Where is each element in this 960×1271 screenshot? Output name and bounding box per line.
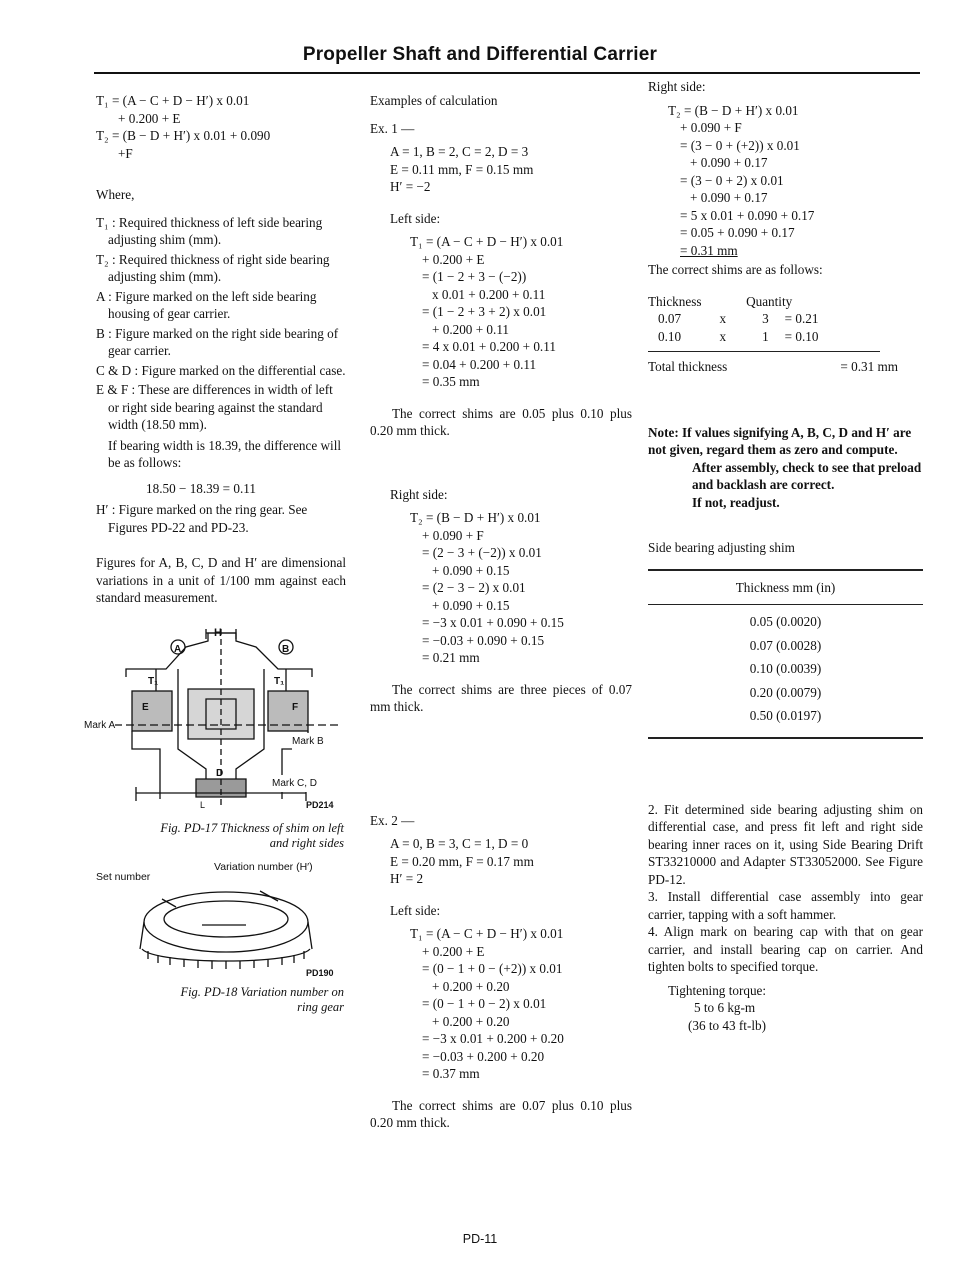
definition-a: A : Figure marked on the left side bearing housing of gear carrier. bbox=[96, 288, 317, 321]
header-rule bbox=[94, 72, 920, 74]
note-block: Note: If values signifying A, B, C, D and H′ are not given, regard them as zero and compute. After assembly, check to see that preload and backlash are correct. If not, readjust. bbox=[648, 424, 922, 510]
label-h: H bbox=[214, 626, 222, 639]
label-b-circle: B bbox=[282, 643, 290, 655]
ex1-right-side-label: Right side: bbox=[390, 486, 448, 502]
example-1-label: Ex. 1 — bbox=[370, 120, 415, 136]
table-row: 0.50 (0.0197) bbox=[749, 708, 822, 723]
procedure-steps bbox=[648, 801, 923, 976]
label-a-circle: A bbox=[174, 643, 182, 655]
definition-t1: T₁ : Required thickness of left side bearing adjusting shim (mm). bbox=[96, 214, 323, 247]
table-row: 0.05 (0.0020) bbox=[749, 614, 822, 629]
label-t1-right: T₁ bbox=[274, 675, 285, 687]
label-mark-cd: Mark C, D bbox=[272, 775, 317, 793]
label-mark-b: Mark B bbox=[292, 733, 324, 751]
label-l: L bbox=[200, 799, 206, 810]
label-variation-number: Variation number (H′) bbox=[214, 860, 313, 873]
label-e: E bbox=[142, 701, 149, 713]
label-d: D bbox=[216, 767, 224, 779]
example-2-label: Ex. 2 — bbox=[370, 812, 415, 828]
figure-pd18 bbox=[96, 860, 346, 978]
ex2-left-calc: T₁ = (A − C + D − H′) x 0.01 + 0.200 + E = (0 − 1 + 0 − (+2)) x 0.01 + 0.200 + 0.20 = (0 − 1 + 0 − 2) x 0.01 + 0.200 + 0.20 = −3 x 0.01 + 0.200 + 0.20 = −0.03 + 0.200 + 0.20 = 0.37 mm bbox=[410, 926, 564, 1081]
table-row: 0.10 (0.0039) bbox=[749, 661, 822, 676]
shim-quantity-header: Thickness Quantity bbox=[648, 293, 793, 309]
ex2-right-calc: T₂ = (B − D + H′) x 0.01 + 0.090 + F = (3 − 0 + (+2)) x 0.01 + 0.090 + 0.17 = (3 − 0 + 2) x 0.01 + 0.090 + 0.17 = 5 x 0.01 + 0.090 + 0.17 = 0.05 + 0.090 + 0.17 = 0.31 mm bbox=[668, 102, 815, 258]
column-middle bbox=[370, 92, 632, 1132]
figure-pd17-caption: Fig. PD-17 Thickness of shim on left and right sides bbox=[160, 820, 344, 850]
definition-h: H′ : Figure marked on the ring gear. See Figures PD-22 and PD-23. bbox=[96, 502, 308, 535]
formula-t2-cont: +F bbox=[118, 145, 133, 161]
total-thickness-row: Total thickness = 0.31 mm bbox=[648, 359, 898, 374]
examples-title: Examples of calculation bbox=[370, 93, 498, 108]
shim-table-header: Thickness mm (in) bbox=[735, 579, 836, 595]
figure-code-pd190: PD190 bbox=[306, 967, 334, 978]
formula-t1-cont: + 0.200 + E bbox=[118, 110, 181, 126]
definition-ef: E & F : These are differences in width of left or right side bearing against the standard width (18.50 mm). bbox=[96, 382, 333, 432]
table-row: 0.20 (0.0079) bbox=[749, 684, 822, 700]
page-title: Propeller Shaft and Differential Carrier bbox=[302, 44, 658, 65]
bearing-calc: 18.50 − 18.39 = 0.11 bbox=[146, 480, 256, 496]
table-header-rule bbox=[648, 604, 923, 605]
column-right bbox=[648, 78, 923, 1034]
label-set-number: Set number bbox=[96, 870, 151, 883]
step-3: 3. Install differential case assembly into gear carrier, tapping with a soft hammer. bbox=[648, 889, 923, 922]
table-row: 0.10 x 1 = 0.10 bbox=[658, 328, 819, 344]
torque-value-metric: 5 to 6 kg-m bbox=[694, 1000, 756, 1015]
table-row: 0.07 (0.0028) bbox=[749, 637, 822, 653]
formula-t1: T₁ = (A − C + D − H′) x 0.01 bbox=[96, 93, 250, 108]
table-top-rule bbox=[648, 569, 923, 571]
table-bottom-rule bbox=[648, 737, 923, 739]
shim-table-title: Side bearing adjusting shim bbox=[648, 540, 795, 555]
ex1-left-result: The correct shims are 0.05 plus 0.10 plus 0.20 mm thick. bbox=[370, 405, 632, 438]
figure-code-pd214: PD214 bbox=[306, 799, 334, 810]
label-f: F bbox=[292, 701, 299, 713]
definition-b: B : Figure marked on the right side bearing of gear carrier. bbox=[96, 325, 339, 358]
column-left bbox=[84, 92, 346, 1015]
bearing-note: If bearing width is 18.39, the difference will be as follows: bbox=[108, 437, 342, 470]
definition-t2: T₂ : Required thickness of right side bearing adjusting shim (mm). bbox=[96, 251, 330, 284]
ex2-left-result: The correct shims are 0.07 plus 0.10 plus 0.20 mm thick. bbox=[370, 1097, 632, 1130]
ex2-right-side-label: Right side: bbox=[648, 79, 706, 94]
ex1-right-calc: T₂ = (B − D + H′) x 0.01 + 0.090 + F = (2 − 3 + (−2)) x 0.01 + 0.090 + 0.15 = (2 − 3 − 2) x 0.01 + 0.090 + 0.15 = −3 x 0.01 + 0.090 + 0.15 = −0.03 + 0.090 + 0.15 = 0.21 mm bbox=[410, 510, 564, 665]
figure-pd17 bbox=[84, 626, 346, 810]
example-2-values: A = 0, B = 3, C = 1, D = 0 E = 0.20 mm, F = 0.17 mm H′ = 2 bbox=[390, 836, 534, 886]
shim-table-rule bbox=[648, 351, 880, 352]
shim-quantity-table bbox=[648, 293, 824, 346]
label-t1-left: T₁ bbox=[148, 675, 159, 687]
step-2: 2. Fit determined side bearing adjusting shim on differential case, and press fit left and right side bearing inner races on it, using Side Bearing Drift ST33210000 and Adapter ST33052000. See Figure PD-12. bbox=[648, 801, 923, 887]
definition-list bbox=[96, 214, 346, 537]
ex2-left-side-label: Left side: bbox=[390, 902, 441, 918]
figure-pd18-caption: Fig. PD-18 Variation number on ring gear bbox=[180, 984, 344, 1014]
shim-table-body bbox=[648, 613, 923, 725]
step-4: 4. Align mark on bearing cap with that on gear carrier, and install bearing cap on carrier. And tighten bolts to specified torque. bbox=[648, 924, 923, 974]
example-1-values: A = 1, B = 2, C = 2, D = 3 E = 0.11 mm, F = 0.15 mm H′ = −2 bbox=[390, 144, 534, 194]
torque-label: Tightening torque: bbox=[668, 982, 767, 998]
formula-t2: T₂ = (B − D + H′) x 0.01 + 0.090 bbox=[96, 128, 271, 143]
page-number: PD-11 bbox=[462, 1232, 498, 1246]
definition-cd: C & D : Figure marked on the differential case. bbox=[96, 362, 346, 378]
ex1-left-side-label: Left side: bbox=[390, 210, 441, 226]
ring-gear-illustration bbox=[96, 877, 346, 977]
variation-text: Figures for A, B, C, D and H′ are dimensional variations in a unit of 1/100 mm against each standard measurement. bbox=[96, 555, 346, 605]
ex1-left-calc: T₁ = (A − C + D − H′) x 0.01 + 0.200 + E = (1 − 2 + 3 − (−2)) x 0.01 + 0.200 + 0.11 = (1 − 2 + 3 + 2) x 0.01 + 0.200 + 0.11 = 4 x 0.01 + 0.200 + 0.11 = 0.04 + 0.200 + 0.11 = 0.35 mm bbox=[410, 234, 564, 389]
where-label: Where, bbox=[96, 187, 135, 202]
torque-value-imperial: (36 to 43 ft-lb) bbox=[688, 1017, 767, 1033]
ex1-right-result: The correct shims are three pieces of 0.07 mm thick. bbox=[370, 681, 632, 714]
label-mark-a: Mark A bbox=[84, 717, 115, 735]
table-row: 0.07 x 3 = 0.21 bbox=[658, 311, 819, 326]
shims-follow-text: The correct shims are as follows: bbox=[648, 262, 823, 277]
